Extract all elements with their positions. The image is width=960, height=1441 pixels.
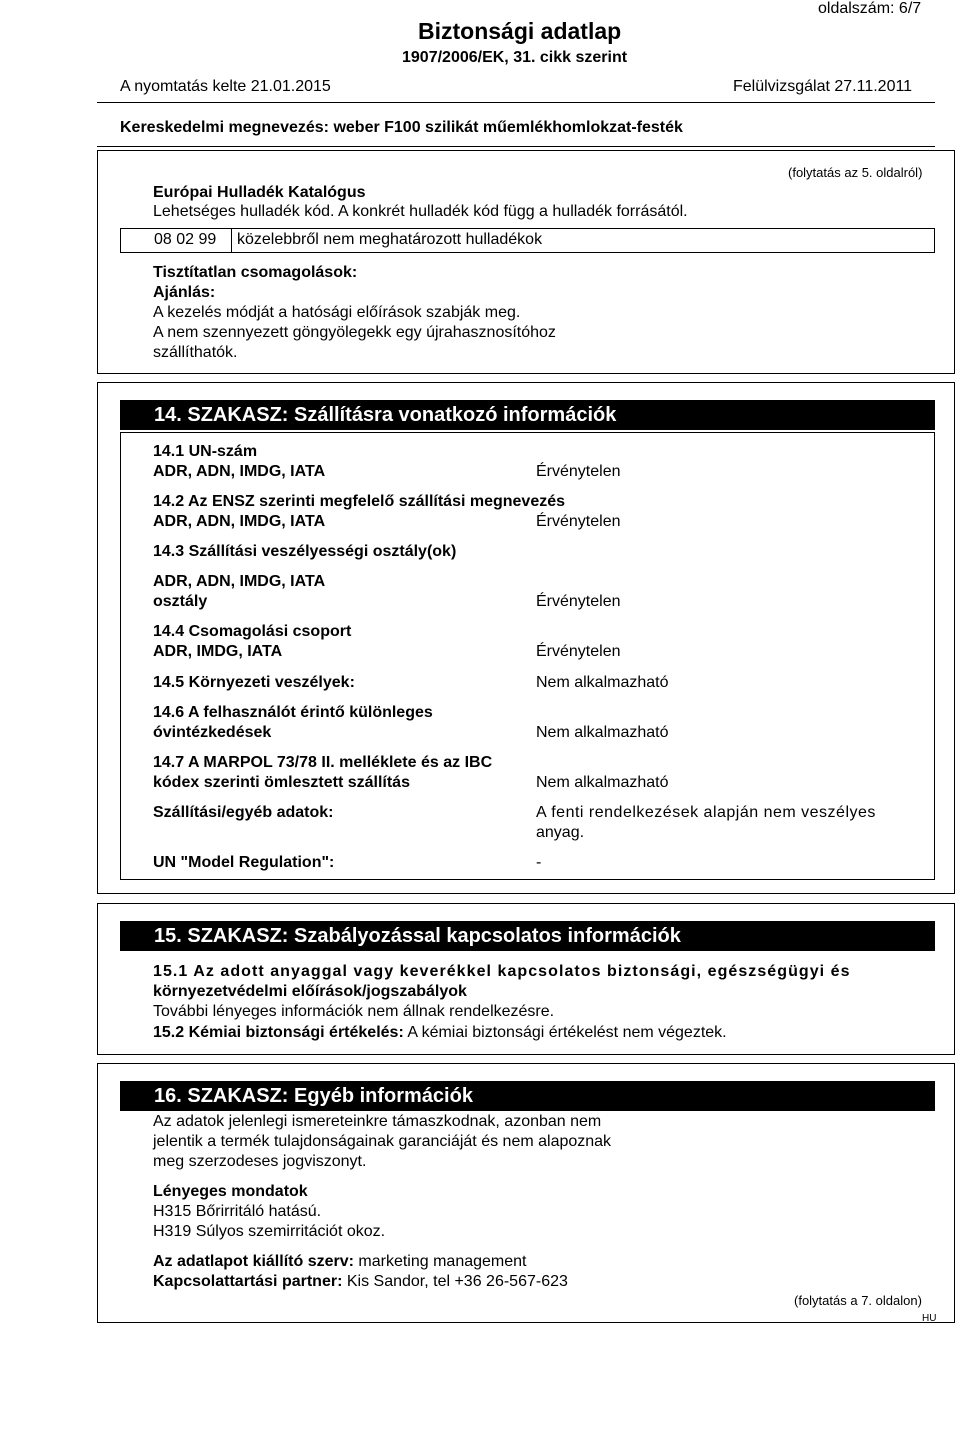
disclaimer-line-3: meg szerzodeses jogviszonyt. (153, 1153, 367, 1170)
packaging-text-2: A nem szennyezett göngyölegekk egy újrahasznosítóhoz (153, 324, 556, 341)
h315-phrase: H315 Bőrirritáló hatású. (153, 1203, 322, 1220)
hazard-class-title: 14.3 Szállítási veszélyességi osztály(ok) (153, 543, 457, 560)
print-date: A nyomtatás kelte 21.01.2015 (120, 78, 331, 95)
issuer-row (153, 1253, 526, 1271)
chemical-safety-row (153, 1024, 727, 1042)
waste-code: 08 02 99 (154, 231, 217, 248)
un-number-label: ADR, ADN, IMDG, IATA (153, 463, 326, 480)
disclaimer-line-1: Az adatok jelenlegi ismereteinkre támaszkodnak, azonban nem (153, 1113, 602, 1130)
other-transport-label: Szállítási/egyéb adatok: (153, 804, 334, 821)
disclaimer-line-2: jelentik a termék tulajdonságainak garanciáját és nem alapoznak (153, 1133, 612, 1150)
revision-date: Felülvizsgálat 27.11.2011 (733, 78, 913, 95)
packing-group-label: ADR, IMDG, IATA (153, 643, 283, 660)
hazard-class-label-1: ADR, ADN, IMDG, IATA (153, 573, 326, 590)
language-code: HU (922, 1313, 937, 1324)
relevant-phrases-title: Lényeges mondatok (153, 1183, 308, 1200)
marpol-label-2: kódex szerinti ömlesztett szállítás (153, 774, 410, 791)
chemical-safety-label: 15.2 Kémiai biztonsági értékelés: (153, 1024, 404, 1041)
continued-on-note: (folytatás a 7. oldalon) (794, 1293, 922, 1308)
marpol-value: Nem alkalmazható (536, 774, 669, 791)
user-precautions-value: Nem alkalmazható (536, 724, 669, 741)
model-regulation-value: - (536, 854, 542, 871)
environmental-hazards-value: Nem alkalmazható (536, 674, 669, 691)
regulations-title-1: 15.1 Az adott anyaggal vagy keverékkel kapcsolatos biztonsági, egészségügyi és (153, 963, 851, 980)
marpol-label-1: 14.7 A MARPOL 73/78 II. melléklete és az IBC (153, 754, 493, 771)
other-transport-value-1: A fenti rendelkezések alapján nem veszélyes (536, 804, 876, 821)
regulations-title-2: környezetvédelmi előírások/jogszabályok (153, 983, 467, 1000)
un-number-value: Érvénytelen (536, 463, 621, 480)
document-title: Biztonsági adatlap (418, 18, 622, 44)
waste-code-description: közelebbről nem meghatározott hulladékok (237, 231, 543, 248)
packaging-text-1: A kezelés módját a hatósági előírások szabják meg. (153, 304, 521, 321)
issuer-label: Az adatlapot kiállító szerv: (153, 1253, 354, 1270)
waste-catalogue-title: Európai Hulladék Katalógus (153, 184, 366, 201)
un-number-title: 14.1 UN-szám (153, 443, 258, 460)
waste-code-table (120, 228, 935, 253)
header-divider (97, 102, 935, 103)
other-transport-value-2: anyag. (536, 824, 585, 841)
hazard-class-label-2: osztály (153, 593, 208, 610)
shipping-name-value: Érvénytelen (536, 513, 621, 530)
document-subtitle: 1907/2006/EK, 31. cikk szerint (402, 49, 628, 66)
chemical-safety-text: A kémiai biztonsági értékelést nem végeztek. (407, 1024, 727, 1041)
section-16-title: 16. SZAKASZ: Egyéb információk (120, 1081, 935, 1111)
regulations-text: További lényeges információk nem állnak rendelkezésre. (153, 1003, 555, 1020)
hazard-class-value: Érvénytelen (536, 593, 621, 610)
packaging-text-3: szállíthatók. (153, 344, 238, 361)
model-regulation-label: UN "Model Regulation": (153, 854, 335, 871)
issuer-value: marketing management (358, 1253, 527, 1270)
trade-name: Kereskedelmi megnevezés: weber F100 szilikát műemlékhomlokzat-festék (120, 119, 683, 136)
section-14-title: 14. SZAKASZ: Szállításra vonatkozó információk (120, 400, 935, 430)
table-cell-divider (231, 229, 232, 252)
contact-row (153, 1273, 568, 1291)
h319-phrase: H319 Súlyos szemirritációt okoz. (153, 1223, 386, 1240)
packing-group-value: Érvénytelen (536, 643, 621, 660)
user-precautions-label-1: 14.6 A felhasználót érintő különleges (153, 704, 433, 721)
page-number: oldalszám: 6/7 (818, 0, 922, 17)
shipping-name-title: 14.2 Az ENSZ szerinti megfelelő szállítási megnevezés (153, 493, 566, 510)
packing-group-title: 14.4 Csomagolási csoport (153, 623, 352, 640)
environmental-hazards-label: 14.5 Környezeti veszélyek: (153, 674, 355, 691)
recommendation-label: Ajánlás: (153, 284, 216, 301)
header-divider-2 (97, 146, 935, 147)
shipping-name-label: ADR, ADN, IMDG, IATA (153, 513, 326, 530)
user-precautions-label-2: óvintézkedések (153, 724, 272, 741)
contact-label: Kapcsolattartási partner: (153, 1273, 343, 1290)
waste-code-note: Lehetséges hulladék kód. A konkrét hulladék kód függ a hulladék forrásától. (153, 203, 688, 220)
section-15-title: 15. SZAKASZ: Szabályozással kapcsolatos információk (120, 921, 935, 951)
contact-value: Kis Sandor, tel +36 26-567-623 (346, 1273, 568, 1290)
packaging-title: Tisztítatlan csomagolások: (153, 264, 358, 281)
continued-from-note: (folytatás az 5. oldalról) (788, 165, 923, 180)
